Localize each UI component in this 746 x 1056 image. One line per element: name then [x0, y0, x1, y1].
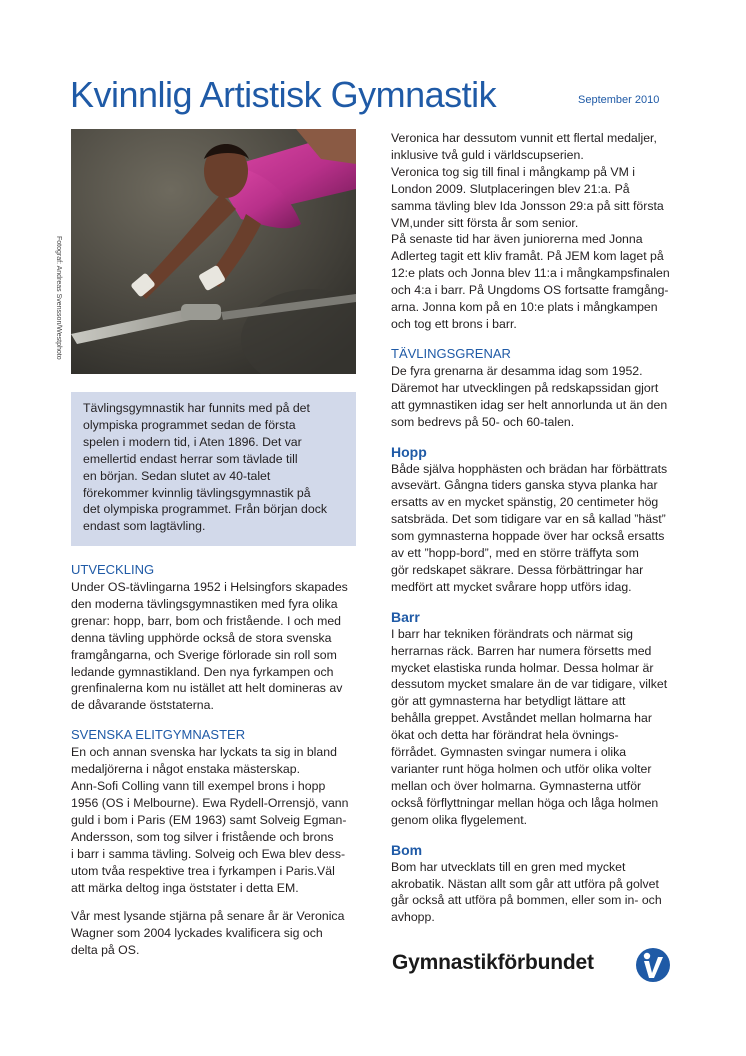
section-heading-tavlingsgrenar: TÄVLINGSGRENAR: [391, 345, 511, 361]
intro-infobox: [71, 392, 356, 546]
infobox-text: Tävlingsgymnastik har funnits med på det olympiska programmet sedan de första spelen i modern tid, i Aten 1896. Det var emellertid endast herrar som tävlade till en början. Sedan slutet av 40-talet förekommer kvinnlig tävlingsgymnastik på det olympiska programmet. Från början dock endast som lagtävling.: [83, 401, 327, 534]
photo-credit: Fotograf: Andreas Svensson/Westphoto: [55, 236, 62, 360]
section-heading-svenska-elitgymnaster: SVENSKA ELITGYMNASTER: [71, 727, 246, 743]
section-text-veronica: Vår mest lysande stjärna på senare år är Veronica Wagner som 2004 lyckades kvalificera sig och delta på OS.: [71, 909, 345, 958]
gymnastikforbundet-logo: [392, 947, 682, 983]
gymnast-photo-illustration: [71, 129, 356, 374]
gymnast-photo: [71, 129, 356, 374]
section-text-tavlingsgrenar: De fyra grenarna är desamma idag som 1952. Däremot har utvecklingen på redskapssidan gjort att gymnastiken idag ser helt annorlunda ut än den som bedrevs på 50- och 60-talen.: [391, 363, 668, 429]
section-text-veronica-continued: Veronica har dessutom vunnit ett flertal medaljer, inklusive två guld i världscupserien. Veronica tog sig till final i mångkamp på VM i London 2009. Slutplaceringen blev 21:a. På samma tävling blev Ida Jonsson 29:a på sitt första VM,under sitt första år som senior. På senaste tid har även juniorerna med Jonna Adlerteg tagit ett kliv framåt. På JEM kom laget på 12:e plats och Jonna blev 11:a i mångkampsfinalen och 4:a i barr. På Ungdoms OS fortsatte framgång- arna. Jonna kom på en 10:e plats i mångkampen och tog ett brons i barr.: [391, 131, 670, 331]
gymnastikforbundet-logo-icon: [635, 947, 671, 983]
section-text-svenska-elitgymnaster: En och annan svenska har lyckats ta sig in bland medaljörerna i något enstaka mästerskap. Ann-Sofi Colling vann till exempel brons i hopp 1956 (OS i Melbourne). Ewa Rydell-Orrensjö, vann guld i bom i Paris (EM 1963) samt Solveig Egman- Andersson, som tog silver i fristående och brons i barr i samma tävling. Solveig och Ewa blev dess- utom tvåa respektive trea i fyrkampen i Paris.Väl att märka deltog inga öststater i detta EM.: [71, 745, 349, 895]
logo-wordmark: Gymnastikförbundet: [392, 951, 594, 974]
section-heading-barr: Barr: [391, 608, 420, 625]
section-text-utveckling: Under OS-tävlingarna 1952 i Helsingfors skapades den moderna tävlingsgymnastiken med fyra olika grenar: hopp, barr, bom och fristående. I och med denna tävling upphörde också de stora svenska framgångarna, och Sverige förlorade sin roll som ledande gymnastikland. Den nya fyrkampen och grenfinalerna kom nu istället att helt domineras av de dåvarande öststaterna.: [71, 580, 348, 713]
page-title: Kvinnlig Artistisk Gymnastik: [70, 74, 497, 115]
section-heading-utveckling: UTVECKLING: [71, 562, 155, 577]
left-column: [71, 561, 361, 959]
issue-date: September 2010: [578, 94, 660, 106]
right-column: [391, 130, 681, 926]
section-heading-hopp: Hopp: [391, 443, 427, 460]
section-text-hopp: Både själva hopphästen och brädan har förbättrats avsevärt. Gångna tiders ganska styva planka har ersatts av en mycket spänstig, 20 centimeter hög satsbräda. Det som tidigare var en så kallad ”häst” som gymnasterna hoppade över har också ersatts av ett ”hopp-bord”, med en större träffyta som gör redskapet säkrare. Dessa förbättringar har medfört att mycket svårare hopp utförs idag.: [391, 461, 668, 594]
section-text-barr: I barr har tekniken förändrats och närmat sig herrarnas räck. Barren har numera försetts med mycket elastiska runda holmar. Dessa holmar är dessutom mycket smalare än de var tidigare, vilket gör att gymnasterna har betydligt lättare att behålla greppet. Avståndet mellan holmarna har ökat och detta har förändrat hela övnings- förrådet. Gymnasten svingar numera i olika varianter runt höga holmen och utför olika volter mellan och över holmarna. Gymnasterna utför också förflyttningar mellan höga och låga holmen genom olika flygelement.: [391, 626, 668, 827]
section-heading-bom: Bom: [391, 841, 423, 858]
section-text-bom: Bom har utvecklats till en gren med mycket akrobatik. Nästan allt som går att utföra på golvet går också att utföra på bommen, eller som in- och avhopp.: [391, 859, 662, 925]
